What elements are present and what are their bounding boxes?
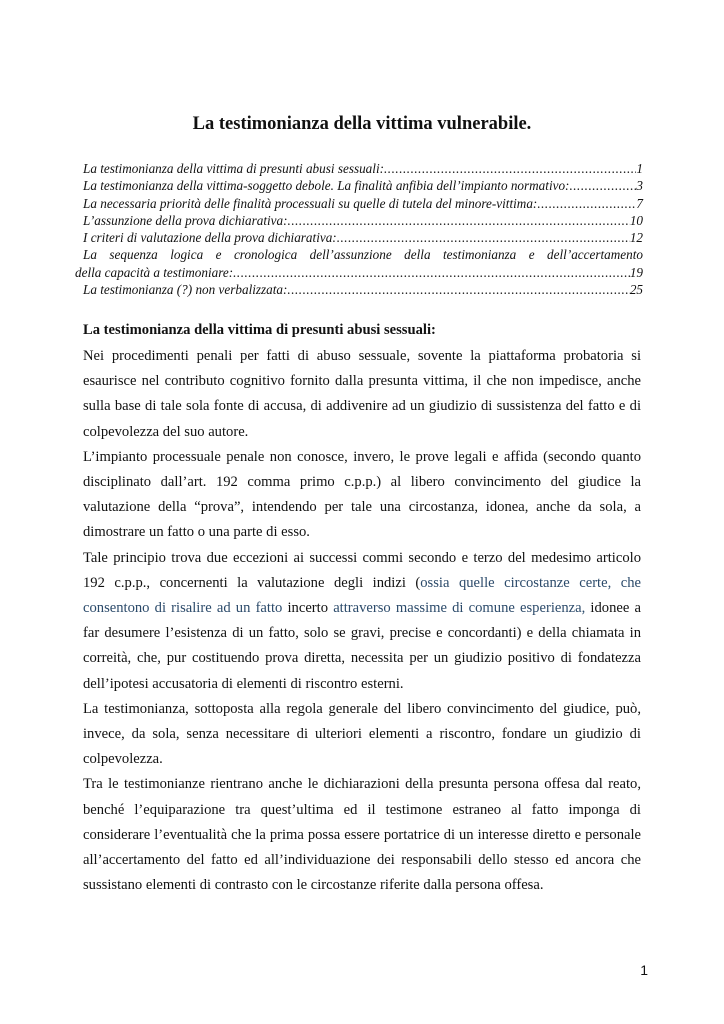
- paragraph: L’impianto processuale penale non conosce, invero, le prove legali e affida (secondo quanto disciplinato dall’art. 192 comma primo c.p.p.) al libero convincimento del giudice la valutazione della “prova”, intendendo per tale una circostanza, idonea, anche da sola, a dimostrare un fatto o una parte di esso.: [83, 448, 641, 541]
- toc-page-number: 25: [629, 282, 643, 298]
- toc-leader: [288, 212, 630, 229]
- toc-entry-text-line1: La sequenza logica e cronologica dell’assunzione della testimonianza e dell’accertamento: [83, 247, 643, 263]
- toc-entry-text: La testimonianza della vittima di presunti abusi sessuali:: [83, 161, 384, 176]
- toc-entry[interactable]: [83, 281, 643, 298]
- toc-entry-text: L’assunzione della prova dichiarativa:: [83, 212, 288, 228]
- toc-entry-multiline[interactable]: [75, 246, 643, 281]
- toc-entry[interactable]: [83, 177, 643, 194]
- highlighted-text: attraverso massime di comune esperienza,: [333, 600, 586, 617]
- toc-entry-text: La testimonianza della vittima-soggetto debole. La finalità anfibia dell’impianto normativo:: [83, 178, 570, 194]
- highlighted-text: ossia quelle circostanze certe, che consentono di risalire ad un fatto: [83, 574, 641, 617]
- table-of-contents: [75, 160, 643, 298]
- toc-leader: [537, 195, 636, 212]
- toc-leader: [569, 177, 636, 194]
- paragraph: Nei procedimenti penali per fatti di abuso sessuale, sovente la piattaforma probatoria si esaurisce nel contributo cognitivo fornito dalla presunta vittima, il che non impedisce, anche sulla base di tale sola fonte di accusa, di addivenire ad un giudizio di sussistenza del fatto e di colpevolezza del suo autore.: [83, 348, 641, 440]
- toc-page-number: 3: [636, 178, 643, 194]
- paragraph: Tra le testimonianze rientrano anche le dichiarazioni della presunta persona offesa dal reato, benché l’equiparazione tra quest’ultima ed il testimone estraneo al fatto imponga di considerare l’eventualità che la prima possa essere portatrice di un interesse diretto e personale all’accertamento del fatto ed all’individuazione dei responsabili dello stesso ed ancora che sussistano elementi di contrasto con le circostanze riferite dalla persona offesa.: [83, 776, 641, 894]
- toc-entry[interactable]: [83, 229, 643, 246]
- toc-page-number: 1: [636, 161, 643, 176]
- toc-entry[interactable]: [83, 160, 643, 177]
- page-number: 1: [640, 962, 648, 978]
- toc-leader: [337, 229, 630, 246]
- toc-entry-line2: [75, 264, 643, 281]
- paragraph-text: Tale principio trova due eccezioni ai successi commi secondo e terzo del medesimo articolo 192 c.p.p., concernenti la valutazione degli indizi (: [83, 549, 641, 591]
- document-title: La testimonianza della vittima vulnerabile.: [192, 114, 532, 134]
- toc-leader: [287, 281, 629, 298]
- toc-entry-text: I criteri di valutazione della prova dichiarativa:: [83, 230, 337, 246]
- section-heading: La testimonianza della vittima di presunti abusi sessuali:: [83, 322, 436, 338]
- document-body: [83, 318, 641, 898]
- toc-page-number: 19: [629, 264, 643, 280]
- toc-entry[interactable]: [83, 212, 643, 229]
- toc-entry[interactable]: [83, 195, 643, 212]
- toc-page-number: 12: [629, 230, 643, 246]
- toc-page-number: 7: [636, 195, 643, 211]
- paragraph-text: idonee a far desumere l’esistenza di un fatto, solo se gravi, precise e concordanti) e della chiamata in correità, che, pur costituendo prova diretta, necessita per un giudizio positivo di fondatezza dell’ipotesi accusatoria di elementi di riscontro esterni.: [83, 600, 641, 692]
- paragraph: [83, 546, 641, 697]
- paragraph: La testimonianza, sottoposta alla regola generale del libero convincimento del giudice, può, invece, da sola, senza necessitare di ulteriori elementi a riscontro, fondare un giudizio di colpevolezza.: [83, 700, 641, 768]
- toc-leader: [233, 264, 630, 281]
- toc-entry-text: La necessaria priorità delle finalità processuali su quelle di tutela del minore-vittima:: [83, 195, 538, 211]
- toc-leader: [384, 160, 636, 177]
- paragraph-text: incerto: [282, 600, 334, 617]
- toc-entry-text-line2: della capacità a testimoniare:: [75, 264, 234, 280]
- toc-entry-text: La testimonianza (?) non verbalizzata:: [83, 282, 288, 298]
- toc-page-number: 10: [629, 212, 643, 228]
